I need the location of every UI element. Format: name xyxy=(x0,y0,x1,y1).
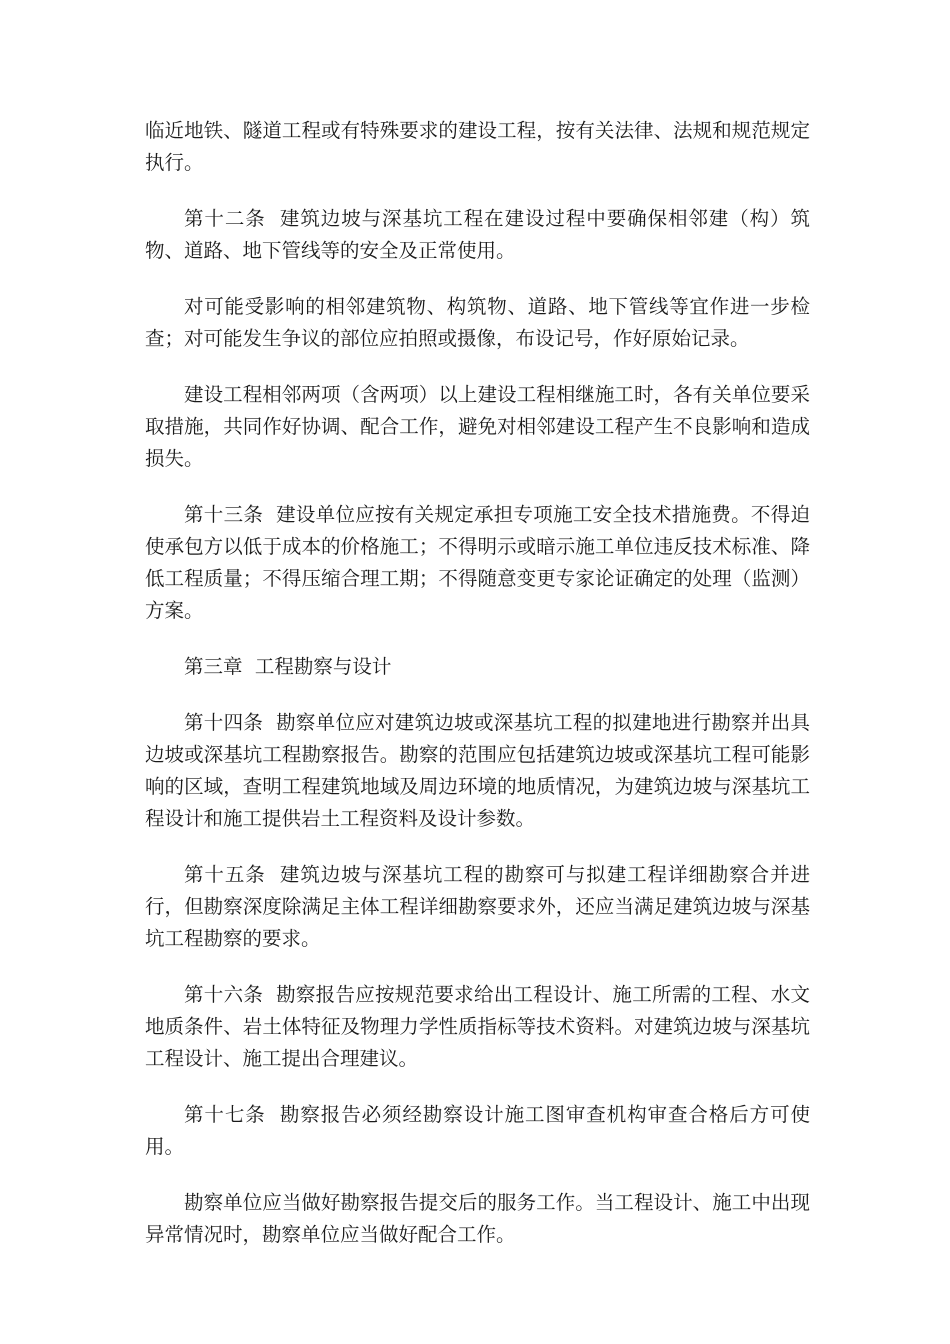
paragraph-service: 勘察单位应当做好勘察报告提交后的服务工作。当工程设计、施工中出现异常情况时，勘察单位应当做好配合工作。 xyxy=(145,1191,810,1246)
paragraph-article-13: 第十三条 建设单位应按有关规定承担专项施工安全技术措施费。不得迫使承包方以低于成本的价格施工；不得明示或暗示施工单位违反技术标准、降低工程质量；不得压缩合理工期；不得随意变更专家论证确定的处理（监测）方案。 xyxy=(145,503,810,622)
paragraph-article-17: 第十七条 勘察报告必须经勘察设计施工图审查机构审查合格后方可使用。 xyxy=(145,1103,810,1158)
paragraph-article-15: 第十五条 建筑边坡与深基坑工程的勘察可与拟建工程详细勘察合并进行，但勘察深度除满足主体工程详细勘察要求外，还应当满足建筑边坡与深基坑工程勘察的要求。 xyxy=(145,863,810,950)
chapter-heading: 第三章 工程勘察与设计 xyxy=(184,655,392,678)
paragraph-continuation: 临近地铁、隧道工程或有特殊要求的建设工程，按有关法律、法规和规范规定执行。 xyxy=(145,119,810,174)
paragraph-article-12: 第十二条 建筑边坡与深基坑工程在建设过程中要确保相邻建（构）筑物、道路、地下管线等的安全及正常使用。 xyxy=(145,207,810,262)
paragraph-coordination: 建设工程相邻两项（含两项）以上建设工程相继施工时，各有关单位要采取措施，共同作好协调、配合工作，避免对相邻建设工程产生不良影响和造成损失。 xyxy=(145,383,810,470)
paragraph-article-16: 第十六条 勘察报告应按规范要求给出工程设计、施工所需的工程、水文地质条件、岩土体特征及物理力学性质指标等技术资料。对建筑边坡与深基坑工程设计、施工提出合理建议。 xyxy=(145,983,810,1070)
paragraph-inspection: 对可能受影响的相邻建筑物、构筑物、道路、地下管线等宜作进一步检查；对可能发生争议的部位应拍照或摄像，布设记号，作好原始记录。 xyxy=(145,295,810,350)
document-page xyxy=(145,115,810,1275)
paragraph-article-14: 第十四条 勘察单位应对建筑边坡或深基坑工程的拟建地进行勘察并出具边坡或深基坑工程勘察报告。勘察的范围应包括建筑边坡或深基坑工程可能影响的区域，查明工程建筑地域及周边环境的地质情况，为建筑边坡与深基坑工程设计和施工提供岩土工程资料及设计参数。 xyxy=(145,711,810,830)
